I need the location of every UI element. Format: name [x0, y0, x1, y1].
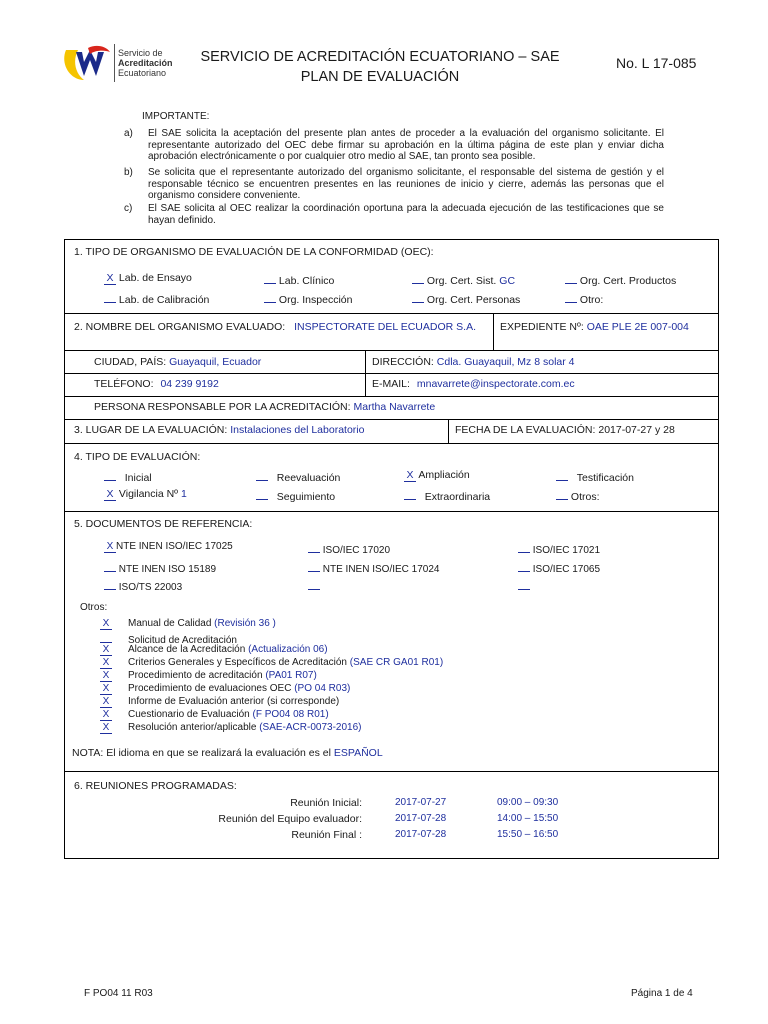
ref-code: (PA01 R07) [265, 670, 317, 681]
check-mark [412, 291, 424, 303]
divider [493, 313, 494, 350]
option-label: Org. Cert. Sist. [426, 275, 497, 287]
telefono [94, 378, 219, 390]
footer-code: F PO04 11 R03 [84, 988, 153, 999]
expediente-label: EXPEDIENTE Nº: [500, 321, 584, 333]
check-mark: X [100, 670, 112, 682]
norm-17024[interactable] [308, 560, 440, 575]
expediente [500, 321, 689, 333]
check-mark [256, 488, 268, 500]
check-mark [308, 578, 320, 590]
option-label: Lab. de Ensayo [118, 272, 192, 284]
ref-label: Informe de Evaluación anterior (si corresponde) [128, 696, 340, 707]
option-lab-calibracion[interactable] [104, 291, 209, 306]
option-label: Inicial [124, 472, 152, 484]
logo-text-line1: Servicio de [118, 48, 163, 58]
option-label: Lab. Clínico [278, 275, 335, 287]
ref-label: Solicitud de Acreditación [128, 635, 237, 646]
option-extra: GC [499, 275, 516, 287]
importante-heading: IMPORTANTE: [142, 111, 210, 122]
option-label: Org. Cert. Personas [426, 294, 521, 306]
norm-17025[interactable] [104, 541, 233, 553]
check-mark [104, 578, 116, 590]
ref-informe-anterior[interactable] [100, 696, 339, 708]
check-mark: X [104, 489, 116, 501]
fecha-label: FECHA DE LA EVALUACIÓN: [455, 424, 596, 436]
direccion-value: Cdla. Guayaquil, Mz 8 solar 4 [436, 356, 575, 368]
logo-divider [114, 44, 115, 82]
ref-code: (PO 04 R03) [294, 683, 351, 694]
lugar-value: Instalaciones del Laboratorio [230, 424, 365, 436]
ref-label: Procedimiento de evaluaciones OEC [128, 683, 292, 694]
norm-15189[interactable] [104, 560, 216, 575]
option-label: Otro: [579, 294, 604, 306]
email-label: E-MAIL: [372, 378, 410, 390]
logo-text-line3: Ecuatoriano [118, 68, 167, 78]
ciudad-value: Guayaquil, Ecuador [169, 356, 262, 368]
ciudad-label: CIUDAD, PAÍS: [94, 356, 167, 368]
ref-label: Criterios Generales y Específicos de Acreditación [128, 657, 347, 668]
responsable-value: Martha Navarrete [353, 401, 436, 413]
nota-idioma [72, 747, 383, 759]
norm-blank[interactable] [518, 578, 530, 593]
check-mark: X [100, 618, 112, 630]
meeting-label: Reunión Final : [291, 829, 362, 841]
check-mark [104, 469, 116, 481]
norm-17020[interactable] [308, 541, 390, 556]
document-title [170, 47, 590, 87]
check-mark [565, 272, 577, 284]
check-mark [518, 578, 530, 590]
check-mark [264, 291, 276, 303]
document-number: No. L 17-085 [616, 55, 697, 71]
option-label: Org. Inspección [278, 294, 353, 306]
label-text: 2. NOMBRE DEL ORGANISMO EVALUADO: [74, 321, 286, 333]
title-line-1: SERVICIO DE ACREDITACIÓN ECUATORIANO – SAE [200, 49, 560, 65]
option-extraordinaria[interactable] [404, 488, 490, 503]
ref-label: Procedimiento de acreditación [128, 670, 263, 681]
divider [64, 511, 719, 512]
ref-label: Alcance de la Acreditación [128, 644, 246, 655]
ref-cuestionario[interactable] [100, 709, 329, 721]
importante-item-c [124, 203, 684, 227]
responsable-label: PERSONA RESPONSABLE POR LA ACREDITACIÓN: [94, 401, 351, 413]
option-org-cert-sist[interactable] [412, 272, 515, 287]
divider [448, 419, 449, 443]
option-lab-ensayo[interactable] [104, 272, 192, 285]
check-mark: X [100, 722, 112, 734]
ref-code: (F PO04 08 R01) [252, 709, 329, 720]
divider [64, 350, 719, 351]
meeting-date: 2017-07-28 [395, 813, 447, 824]
label-text: 3. LUGAR DE LA EVALUACIÓN: [74, 424, 228, 436]
norm-17065[interactable] [518, 560, 600, 575]
importante-item-b [124, 167, 684, 203]
check-mark [518, 560, 530, 572]
option-org-cert-personas[interactable] [412, 291, 520, 306]
item-text: El SAE solicita la aceptación del presente plan antes de proceder a la evaluación del organismo solicitante. El representante autorizado del OEC debe firmar su aprobación en la última página de este plan y enviar dicha aprobación electrónicamente o por cualquier otro medio al SAE, tan pronto sea posible. [148, 128, 664, 162]
norm-17021[interactable] [518, 541, 600, 556]
option-testificacion[interactable] [556, 469, 634, 484]
nota-label: NOTA: El idioma en que se realizará la evaluación es el [72, 747, 331, 759]
section-3-label [74, 424, 364, 436]
option-label: Otros: [570, 491, 600, 503]
section-4-label: 4. TIPO DE EVALUACIÓN: [74, 451, 201, 463]
check-mark: X [100, 644, 112, 656]
divider [365, 350, 366, 396]
option-label: Org. Cert. Productos [579, 275, 677, 287]
ref-label: Cuestionario de Evaluación [128, 709, 250, 720]
check-mark [556, 488, 568, 500]
footer-page: Página 1 de 4 [631, 988, 693, 999]
item-letter: b) [124, 167, 133, 178]
check-mark: X [104, 273, 116, 285]
check-mark: X [100, 683, 112, 695]
option-otro[interactable] [565, 291, 603, 306]
expediente-value: OAE PLE 2E 007-004 [586, 321, 689, 333]
item-letter: c) [124, 203, 133, 214]
option-org-inspeccion[interactable] [264, 291, 352, 306]
option-otros[interactable] [556, 488, 600, 503]
ciudad [94, 356, 261, 368]
sae-logo-icon [62, 42, 112, 84]
norm-label: NTE INEN ISO/IEC 17024 [322, 564, 440, 575]
norm-label: ISO/IEC 17065 [532, 564, 601, 575]
option-label: Lab. de Calibración [118, 294, 210, 306]
norm-label: ISO/TS 22003 [118, 582, 183, 593]
section-5-label: 5. DOCUMENTOS DE REFERENCIA: [74, 518, 253, 530]
norm-label: NTE INEN ISO 15189 [118, 564, 217, 575]
direccion [372, 356, 575, 368]
email [372, 378, 575, 390]
norm-label: ISO/IEC 17021 [532, 545, 601, 556]
ref-code: (Actualización 06) [248, 644, 328, 655]
otros-label: Otros: [80, 602, 108, 613]
check-mark [256, 469, 268, 481]
option-vigilancia[interactable] [104, 488, 187, 501]
divider [64, 443, 719, 444]
ref-label: Resolución anterior/aplicable [128, 722, 257, 733]
option-label: Vigilancia Nº [118, 488, 179, 500]
norm-22003[interactable] [104, 578, 182, 593]
section-6-label: 6. REUNIONES PROGRAMADAS: [74, 780, 237, 792]
option-inicial[interactable] [104, 469, 152, 484]
option-label: Extraordinaria [424, 491, 491, 503]
check-mark [104, 291, 116, 303]
meeting-time: 09:00 – 09:30 [497, 797, 559, 808]
option-extra: 1 [180, 488, 187, 500]
check-mark [412, 272, 424, 284]
meeting-label: Reunión Inicial: [290, 797, 362, 809]
check-mark [565, 291, 577, 303]
option-label: Reevaluación [276, 472, 341, 484]
meeting-time: 14:00 – 15:50 [497, 813, 559, 824]
ref-alcance[interactable] [100, 644, 328, 656]
ref-resolucion[interactable] [100, 722, 361, 734]
section-1-label: 1. TIPO DE ORGANISMO DE EVALUACIÓN DE LA CONFORMIDAD (OEC): [74, 246, 434, 258]
check-mark [100, 631, 112, 643]
check-mark [518, 541, 530, 553]
ref-manual-calidad[interactable] [100, 618, 276, 630]
ref-criterios[interactable] [100, 657, 443, 669]
email-value: mnavarrete@inspectorate.com.ec [416, 378, 575, 390]
ref-code: (Revisión 36 ) [214, 618, 276, 629]
organism-name: INSPECTORATE DEL ECUADOR S.A. [294, 321, 476, 333]
check-mark [556, 469, 568, 481]
fecha-value: 2017-07-27 y 28 [598, 424, 675, 436]
meeting-date: 2017-07-27 [395, 797, 447, 808]
ref-procedimiento-evaluaciones[interactable] [100, 683, 350, 695]
check-mark: X [100, 657, 112, 669]
telefono-value: 04 239 9192 [160, 378, 219, 390]
option-org-cert-productos[interactable] [565, 272, 676, 287]
divider [64, 419, 719, 420]
meeting-time: 15:50 – 16:50 [497, 829, 559, 840]
option-label: Ampliación [418, 469, 470, 481]
check-mark: X [404, 470, 416, 482]
nota-value: ESPAÑOL [333, 747, 383, 759]
option-label: Seguimiento [276, 491, 336, 503]
check-mark [308, 541, 320, 553]
item-text: Se solicita que el representante autorizado del organismo solicitante, el responsable del sistema de gestión y el responsable técnico se encuentren presentes en las reuniones de inicio y cierre, además las personas que el organismo considere conveniente. [148, 167, 664, 201]
ref-code: (SAE-ACR-0073-2016) [259, 722, 362, 733]
option-reevaluacion[interactable] [256, 469, 340, 484]
section-2-label [74, 321, 476, 333]
meeting-label: Reunión del Equipo evaluador: [218, 813, 362, 825]
item-text: El SAE solicita al OEC realizar la coordinación oportuna para la adecuada ejecución de las testificaciones que se hayan definido. [148, 203, 664, 226]
meeting-date: 2017-07-28 [395, 829, 447, 840]
option-ampliacion[interactable] [404, 469, 470, 482]
divider [64, 396, 719, 397]
direccion-label: DIRECCIÓN: [372, 356, 434, 368]
check-mark: X [100, 696, 112, 708]
option-seguimiento[interactable] [256, 488, 335, 503]
norm-blank[interactable] [308, 578, 320, 593]
check-mark: X [104, 541, 116, 553]
option-label: Testificación [576, 472, 634, 484]
telefono-label: TELÉFONO: [94, 378, 154, 390]
ref-procedimiento-acreditacion[interactable] [100, 670, 317, 682]
check-mark [264, 272, 276, 284]
check-mark [308, 560, 320, 572]
check-mark: X [100, 709, 112, 721]
check-mark [404, 488, 416, 500]
fecha-evaluacion [455, 424, 675, 436]
norm-label: NTE INEN ISO/IEC 17025 [116, 541, 233, 552]
item-letter: a) [124, 128, 133, 139]
divider [64, 373, 719, 374]
logo-text-line2: Acreditación [118, 58, 173, 68]
divider [64, 771, 719, 772]
option-lab-clinico[interactable] [264, 272, 334, 287]
title-line-2: PLAN DE EVALUACIÓN [300, 69, 460, 85]
check-mark [104, 560, 116, 572]
ref-code: (SAE CR GA01 R01) [349, 657, 444, 668]
sae-logo [62, 42, 174, 84]
ref-label: Manual de Calidad [128, 618, 212, 629]
responsable [94, 401, 435, 413]
importante-item-a [124, 128, 684, 164]
divider [64, 313, 719, 314]
norm-label: ISO/IEC 17020 [322, 545, 391, 556]
